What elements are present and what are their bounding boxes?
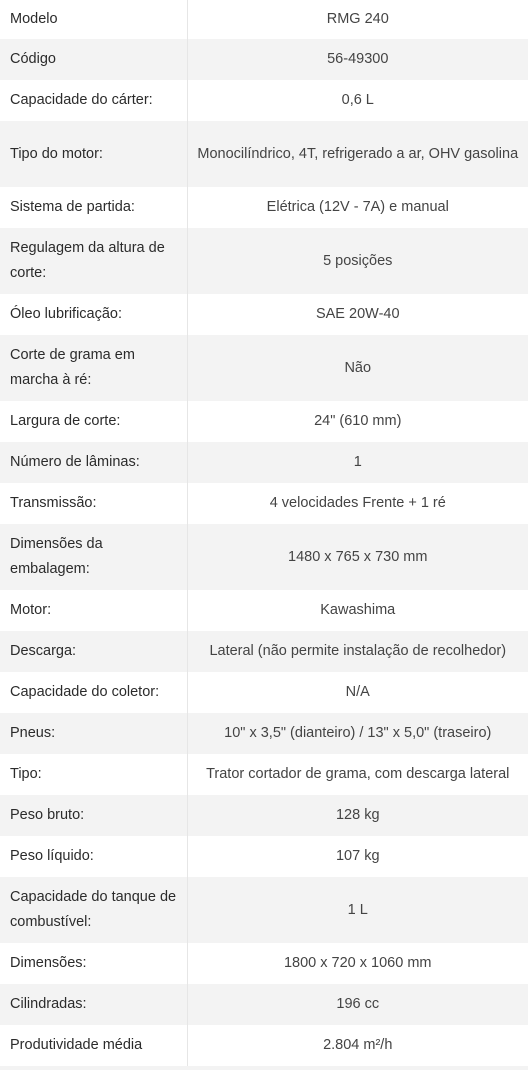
spec-value: 2.804 m²/h xyxy=(187,1025,528,1066)
table-row xyxy=(0,524,528,590)
table-row xyxy=(0,631,528,672)
spec-label: Pneus: xyxy=(0,713,187,754)
spec-value: RMG 240 xyxy=(187,0,528,39)
spec-value: 107 kg xyxy=(187,836,528,877)
spec-label: Dimensões: xyxy=(0,943,187,984)
spec-label: Tipo do motor: xyxy=(0,121,187,187)
spec-label: Corte de grama em marcha à ré: xyxy=(0,335,187,401)
table-row xyxy=(0,121,528,187)
spec-value: SAE 20W-40 xyxy=(187,294,528,335)
table-row xyxy=(0,228,528,294)
spec-label: Cilindradas: xyxy=(0,984,187,1025)
spec-value: Elétrica (12V - 7A) e manual xyxy=(187,187,528,228)
spec-label: Transmissão: xyxy=(0,483,187,524)
spec-value: 10" x 3,5" (dianteiro) / 13" x 5,0" (traseiro) xyxy=(187,713,528,754)
spec-label: Código xyxy=(0,39,187,80)
spec-value: 24" (610 mm) xyxy=(187,401,528,442)
spec-label: Produtividade média xyxy=(0,1025,187,1066)
table-row xyxy=(0,0,528,39)
spec-label: Peso bruto: xyxy=(0,795,187,836)
spec-value: 1800 x 720 x 1060 mm xyxy=(187,943,528,984)
spec-value: Trator cortador de grama, com descarga lateral xyxy=(187,754,528,795)
table-row xyxy=(0,39,528,80)
table-row xyxy=(0,294,528,335)
spec-label: Peso líquido: xyxy=(0,836,187,877)
table-bottom-divider xyxy=(0,1066,528,1070)
spec-label: Óleo lubrificação: xyxy=(0,294,187,335)
spec-label: Motor: xyxy=(0,590,187,631)
spec-label: Regulagem da altura de corte: xyxy=(0,228,187,294)
table-row xyxy=(0,483,528,524)
table-row xyxy=(0,442,528,483)
spec-value: 0,6 L xyxy=(187,80,528,121)
spec-label: Capacidade do coletor: xyxy=(0,672,187,713)
spec-value: 196 cc xyxy=(187,984,528,1025)
table-row xyxy=(0,335,528,401)
table-row xyxy=(0,943,528,984)
spec-value: 5 posições xyxy=(187,228,528,294)
table-row xyxy=(0,713,528,754)
spec-value: Não xyxy=(187,335,528,401)
table-row xyxy=(0,1025,528,1066)
spec-value: Monocilíndrico, 4T, refrigerado a ar, OHV gasolina xyxy=(187,121,528,187)
spec-value: 1480 x 765 x 730 mm xyxy=(187,524,528,590)
spec-label: Capacidade do cárter: xyxy=(0,80,187,121)
table-row xyxy=(0,187,528,228)
spec-label: Capacidade do tanque de combustível: xyxy=(0,877,187,943)
spec-label: Modelo xyxy=(0,0,187,39)
table-row xyxy=(0,836,528,877)
spec-label: Largura de corte: xyxy=(0,401,187,442)
spec-value: N/A xyxy=(187,672,528,713)
spec-label: Sistema de partida: xyxy=(0,187,187,228)
table-row xyxy=(0,795,528,836)
table-row xyxy=(0,984,528,1025)
spec-value: Kawashima xyxy=(187,590,528,631)
table-row xyxy=(0,590,528,631)
spec-value: 4 velocidades Frente + 1 ré xyxy=(187,483,528,524)
spec-value: 1 xyxy=(187,442,528,483)
spec-label: Descarga: xyxy=(0,631,187,672)
spec-label: Dimensões da embalagem: xyxy=(0,524,187,590)
spec-value: 128 kg xyxy=(187,795,528,836)
table-row xyxy=(0,877,528,943)
spec-label: Número de lâminas: xyxy=(0,442,187,483)
spec-value: 1 L xyxy=(187,877,528,943)
table-row xyxy=(0,672,528,713)
table-row xyxy=(0,754,528,795)
table-row xyxy=(0,401,528,442)
table-row xyxy=(0,80,528,121)
spec-label: Tipo: xyxy=(0,754,187,795)
spec-value: Lateral (não permite instalação de recolhedor) xyxy=(187,631,528,672)
spec-value: 56-49300 xyxy=(187,39,528,80)
